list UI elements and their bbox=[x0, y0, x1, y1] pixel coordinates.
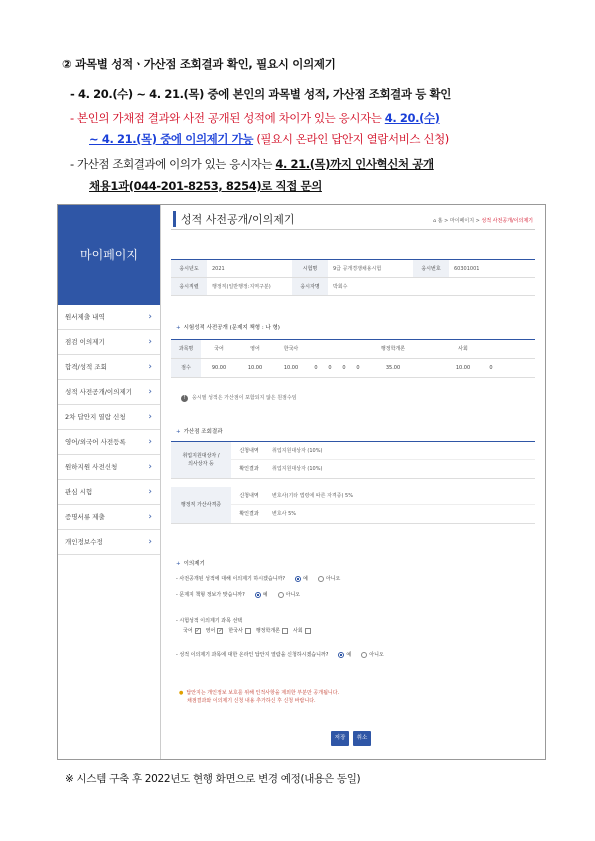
chevron-right-icon: › bbox=[148, 487, 152, 497]
bonus-result-value: 변호사 5% bbox=[272, 511, 297, 517]
subject-checkbox[interactable] bbox=[305, 628, 311, 634]
name-value: 박회수 bbox=[333, 284, 348, 290]
sidebar-item[interactable] bbox=[58, 330, 160, 355]
score-table bbox=[171, 339, 535, 378]
score-cell: 10.00 bbox=[247, 365, 263, 371]
score-header-cell bbox=[351, 340, 365, 358]
booklet-yes-radio[interactable] bbox=[255, 592, 261, 598]
number-label: 응시번호 bbox=[413, 260, 449, 277]
subject-label: 행정학개론 bbox=[255, 628, 280, 634]
sidebar-item[interactable] bbox=[58, 305, 160, 330]
bullet-objection-text: - 본인의 가채점 결과와 사전 공개된 성적에 차이가 있는 응시자는 bbox=[70, 111, 385, 125]
field-label: 응시직렬 bbox=[171, 278, 207, 295]
bonus-row bbox=[231, 505, 535, 523]
score-cell: 0 bbox=[489, 365, 493, 371]
bonus-apply-value: 변호사(기타 법령에 따른 자격증) 5% bbox=[272, 493, 353, 499]
name-label: 응시자명 bbox=[292, 278, 328, 295]
yes-label: 예 bbox=[262, 592, 268, 598]
chevron-right-icon: › bbox=[148, 512, 152, 522]
objection-note: (필요시 온라인 답안지 열람서비스 신청) bbox=[253, 132, 449, 146]
bonus-row bbox=[231, 487, 535, 505]
answer-no-radio[interactable] bbox=[361, 652, 367, 658]
booklet-question bbox=[176, 591, 300, 598]
score-cell: 10.00 bbox=[283, 365, 299, 371]
warning-icon: ● bbox=[179, 690, 184, 696]
sidebar-menu bbox=[58, 305, 160, 555]
score-cell: 10.00 bbox=[455, 365, 471, 371]
cancel-button[interactable]: 취소 bbox=[353, 731, 371, 746]
chevron-right-icon: › bbox=[148, 312, 152, 322]
subject-label: 사회 bbox=[293, 628, 303, 634]
title-divider bbox=[171, 229, 535, 230]
sidebar-item[interactable] bbox=[58, 480, 160, 505]
score-header-cell bbox=[421, 340, 445, 358]
sidebar-item-label: 성적 사전공개/이의제기 bbox=[65, 388, 133, 396]
bonus-row bbox=[231, 442, 535, 460]
breadcrumb-current: 성적 사전공개/이의제기 bbox=[481, 218, 533, 224]
bonus-section-label: 가산점 조회결과 bbox=[183, 429, 223, 435]
bonus-apply-label: 신청내역 bbox=[239, 493, 259, 499]
score-header-cell bbox=[309, 340, 323, 358]
warning-notice bbox=[179, 689, 339, 705]
info-row bbox=[171, 260, 535, 278]
subject-checkbox[interactable] bbox=[245, 628, 251, 634]
score-section-title bbox=[176, 323, 280, 331]
applicant-info-table bbox=[171, 259, 535, 296]
subject-checkboxes bbox=[183, 627, 316, 634]
objection-question bbox=[176, 575, 340, 582]
yes-label: 예 bbox=[346, 652, 352, 658]
plus-icon: + bbox=[176, 325, 181, 331]
breadcrumb bbox=[433, 217, 533, 224]
score-header-cell: 행정학개론 bbox=[380, 346, 406, 352]
year-label: 응시년도 bbox=[171, 260, 207, 277]
page-title: 성적 사전공개/이의제기 bbox=[173, 211, 294, 227]
sidebar-item-label: 원하지원 사전신청 bbox=[65, 463, 118, 471]
bonus-result-value: 취업지원대상자 (10%) bbox=[272, 466, 323, 472]
answer-sheet-question bbox=[176, 651, 384, 658]
subject-label: 국어 bbox=[183, 628, 193, 634]
sidebar-item-label: 관심 시험 bbox=[65, 488, 93, 496]
bullet-bonus-inquiry-line1 bbox=[70, 156, 434, 172]
sidebar-item[interactable] bbox=[58, 380, 160, 405]
sidebar-item-label: 개인정보수정 bbox=[65, 538, 103, 546]
sidebar-item-label: 원서제출 내역 bbox=[65, 313, 105, 321]
answer-sheet-question-text: - 성적 이의제기 과목에 대한 온라인 답안지 열람을 신청하시겠습니까? bbox=[176, 652, 329, 658]
section-heading: ② 과목별 성적ㆍ가산점 조회결과 확인, 필요시 이의제기 bbox=[62, 57, 336, 71]
no-label: 아니오 bbox=[369, 652, 384, 658]
score-note bbox=[181, 394, 297, 402]
score-cell: 90.00 bbox=[211, 365, 227, 371]
score-cell: 0 bbox=[342, 365, 346, 371]
bonus-group-license bbox=[171, 487, 535, 524]
score-header-cell bbox=[337, 340, 351, 358]
score-note-text: 응시필 성적은 가산점이 포함되지 않은 원점수임 bbox=[192, 395, 297, 401]
sidebar-item-label: 합격/성적 조회 bbox=[65, 363, 107, 371]
chevron-right-icon: › bbox=[148, 462, 152, 472]
bonus-row bbox=[231, 460, 535, 478]
sidebar-item-label: 2차 답안지 열람 신청 bbox=[65, 413, 126, 421]
chevron-right-icon: › bbox=[148, 437, 152, 447]
bonus-section-title bbox=[176, 427, 223, 435]
sidebar-item[interactable] bbox=[58, 505, 160, 530]
booklet-question-text: - 문제지 책형 정보가 맞습니까? bbox=[176, 592, 245, 598]
sidebar-item-label: 영어/외국어 사전등록 bbox=[65, 438, 126, 446]
subject-checkbox[interactable] bbox=[282, 628, 288, 634]
number-value: 60301001 bbox=[454, 266, 480, 272]
subject-label: 한국사 bbox=[228, 628, 243, 634]
objection-question-text: - 사전공개된 성적에 대해 이의제기 하시겠습니까? bbox=[176, 576, 286, 582]
warning-line1: 답안지는 개인정보 보호를 위해 인적사항을 제외한 부분만 공개됩니다. bbox=[186, 690, 340, 696]
objection-section-label: 이의제기 bbox=[183, 561, 205, 567]
sidebar-item[interactable] bbox=[58, 530, 160, 555]
objection-end-date: ~ 4. 21.(목) 중에 이의제기 가능 bbox=[89, 132, 254, 146]
sidebar-item[interactable] bbox=[58, 405, 160, 430]
score-header-cell bbox=[481, 340, 501, 358]
mypage-screenshot bbox=[57, 204, 546, 760]
bonus-group1-label bbox=[171, 442, 231, 478]
bonus-result-label: 확인결과 bbox=[239, 466, 259, 472]
score-header-cell: 사회 bbox=[458, 346, 468, 352]
score-header-cell: 국어 bbox=[214, 346, 224, 352]
score-cell: 0 bbox=[314, 365, 318, 371]
no-label: 아니오 bbox=[285, 592, 301, 598]
chevron-right-icon: › bbox=[148, 412, 152, 422]
main-content bbox=[171, 205, 541, 760]
chevron-right-icon: › bbox=[148, 537, 152, 547]
objection-section-title bbox=[176, 559, 205, 567]
save-button[interactable]: 저장 bbox=[331, 731, 349, 746]
chevron-right-icon: › bbox=[148, 387, 152, 397]
subject-select-title: - 시험성적 이의제기 과목 선택 bbox=[176, 618, 243, 624]
score-cell bbox=[421, 359, 445, 377]
subject-label: 영어 bbox=[205, 628, 216, 634]
field-value: 행정직(일반행정:지역구분) bbox=[212, 284, 271, 290]
warning-line2: 채점결과와 이의제기 신청 내용 추가하신 후 신청 바랍니다. bbox=[187, 698, 316, 704]
yes-label: 예 bbox=[303, 576, 308, 582]
sidebar-item[interactable] bbox=[58, 355, 160, 380]
bonus-deadline: 4. 21.(목)까지 인사혁신처 공개 bbox=[275, 157, 434, 171]
bullet-bonus-text: - 가산점 조회결과에 이의가 있는 응시자는 bbox=[70, 157, 276, 171]
bonus-result-label: 확인결과 bbox=[239, 511, 259, 517]
info-icon: ! bbox=[181, 395, 188, 402]
bullet-objection-line2 bbox=[89, 131, 449, 147]
booklet-no-radio[interactable] bbox=[278, 592, 284, 598]
info-row bbox=[171, 278, 535, 296]
subject-checkbox[interactable]: ✓ bbox=[195, 627, 200, 634]
score-cell: 35.00 bbox=[385, 365, 401, 371]
chevron-right-icon: › bbox=[148, 337, 152, 347]
objection-start-date: 4. 20.(수) bbox=[384, 111, 440, 125]
subject-checkbox[interactable]: ✓ bbox=[218, 627, 223, 634]
sidebar bbox=[58, 205, 161, 760]
plus-icon: + bbox=[176, 429, 181, 435]
sidebar-item[interactable] bbox=[58, 455, 160, 480]
score-section-label: 시험성적 사전공개 (문제지 책형 : 나 형) bbox=[183, 325, 280, 331]
score-cell: 0 bbox=[328, 365, 332, 371]
score-row-label: 점수 bbox=[171, 359, 201, 377]
bonus-group1-text: 취업지원대상자 / 의사상자 등 bbox=[182, 453, 220, 467]
score-cell: 0 bbox=[356, 365, 360, 371]
bullet-bonus-inquiry-line2: 채용1과(044-201-8253, 8254)로 직접 문의 bbox=[89, 179, 322, 193]
bonus-group-veterans bbox=[171, 442, 535, 479]
score-header-cell bbox=[323, 340, 337, 358]
sidebar-item-label: 증명서류 제출 bbox=[65, 513, 105, 521]
bonus-table bbox=[171, 441, 535, 524]
score-header-row bbox=[171, 340, 535, 359]
answer-yes-radio[interactable] bbox=[338, 652, 344, 658]
objection-yes-radio[interactable] bbox=[295, 576, 301, 582]
score-header-cell: 영어 bbox=[250, 346, 260, 352]
bullet-objection-line1 bbox=[70, 110, 440, 126]
no-label: 아니오 bbox=[325, 576, 341, 582]
chevron-right-icon: › bbox=[148, 362, 152, 372]
bullet-check-period: - 4. 20.(수) ~ 4. 21.(목) 중에 본인의 과목별 성적, 가산점 조회결과 등 확인 bbox=[70, 87, 451, 101]
exam-value: 9급 공개경쟁채용시험 bbox=[333, 266, 382, 272]
exam-label: 시험명 bbox=[292, 260, 328, 277]
bonus-apply-label: 신청내역 bbox=[239, 448, 259, 454]
bonus-group2-label: 행정직 가산사격증 bbox=[171, 487, 231, 523]
objection-no-radio[interactable] bbox=[318, 576, 324, 582]
score-header-cell: 한국사 bbox=[283, 346, 299, 352]
sidebar-item-label: 점검 이의제기 bbox=[65, 338, 105, 346]
sidebar-title: 마이페이지 bbox=[58, 205, 160, 305]
score-value-row bbox=[171, 359, 535, 378]
plus-icon: + bbox=[176, 561, 181, 567]
sidebar-item[interactable] bbox=[58, 430, 160, 455]
footnote: ※ 시스템 구축 후 2022년도 현행 화면으로 변경 예정(내용은 동일) bbox=[65, 773, 361, 785]
bonus-apply-value: 취업지원대상자 (10%) bbox=[272, 448, 323, 454]
breadcrumb-path[interactable]: ⌂ 홈 > 마이페이지 > bbox=[432, 218, 482, 224]
year-value: 2021 bbox=[212, 266, 225, 272]
score-header-cell: 과목명 bbox=[171, 340, 201, 358]
